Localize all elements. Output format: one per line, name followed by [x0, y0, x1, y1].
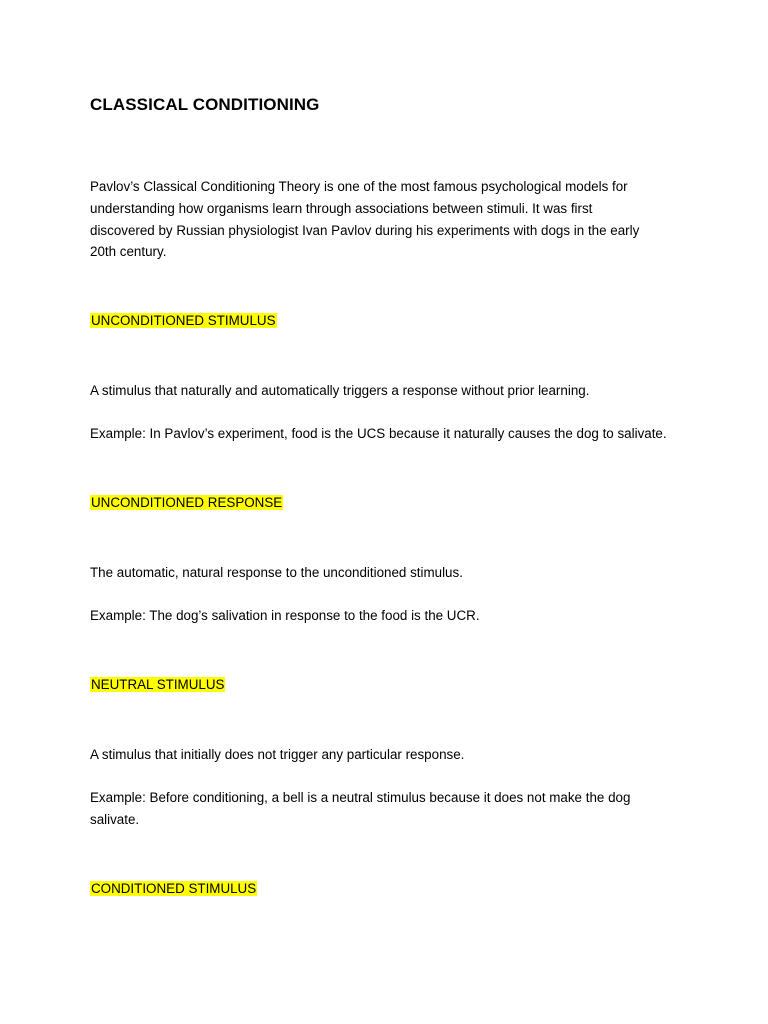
highlighted-heading-text: UNCONDITIONED STIMULUS: [91, 313, 276, 328]
example-unconditioned-stimulus: Example: In Pavlov’s experiment, food is the UCS because it naturally causes the dog to salivate.: [90, 426, 667, 441]
section-heading-unconditioned-response: [90, 493, 283, 513]
example-neutral-stimulus: Example: Before conditioning, a bell is a neutral stimulus because it does not make the dog salivate.: [90, 790, 631, 827]
definition-unconditioned-response: The automatic, natural response to the unconditioned stimulus.: [90, 565, 463, 580]
definition-neutral-stimulus: A stimulus that initially does not trigger any particular response.: [90, 747, 465, 762]
highlighted-heading-text: NEUTRAL STIMULUS: [91, 677, 225, 692]
example-unconditioned-response: Example: The dog’s salivation in response to the food is the UCR.: [90, 608, 480, 623]
section-heading-unconditioned-stimulus: [90, 311, 277, 331]
intro-paragraph: Pavlov’s Classical Conditioning Theory is one of the most famous psychological models for understanding how organisms learn through associations between stimuli. It was first discovered by Russian physiologist Ivan Pavlov during his experiments with dogs in the early 20th century.: [90, 179, 640, 260]
section-heading-neutral-stimulus: [90, 675, 225, 695]
document-title: CLASSICAL CONDITIONING: [90, 95, 320, 114]
definition-unconditioned-stimulus: A stimulus that naturally and automatically triggers a response without prior learning.: [90, 383, 590, 398]
highlighted-heading-text: CONDITIONED STIMULUS: [91, 881, 257, 896]
highlighted-heading-text: UNCONDITIONED RESPONSE: [91, 495, 283, 510]
section-heading-conditioned-stimulus: [90, 879, 257, 899]
